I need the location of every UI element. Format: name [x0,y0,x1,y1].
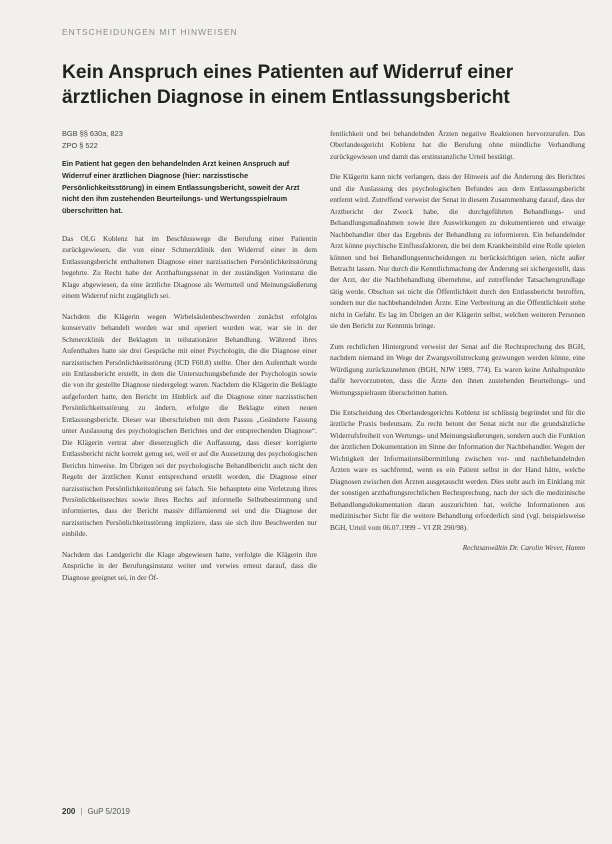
body-paragraph: fentlichkeit und bei behandelnden Ärzten negative Reaktionen hervorzurufen. Das Oberlandesgericht Koblenz hat die Berufung ohne mündliche Verhandlung zurückgewiesen und damit das erstinstanzliche Urteil bestätigt. [330,129,585,161]
article-title: Kein Anspruch eines Patienten auf Widerruf einer ärztlichen Diagnose in einem Entlassungsbericht [62,62,514,108]
right-column [330,128,585,553]
body-paragraph: Die Klägerin kann nicht verlangen, dass der Hinweis auf die Änderung des Berichtes und die Auslassung des psychologischen Befundes aus dem Entlassungsbericht entfernt wird. Zutreffend verweist der Senat in diesem Zusammenhang darauf, dass der Arztbericht der Zweck habe, die durchgeführten Behandlungs- und Behandlungsmaßnahmen sowie ihre Auswirkungen zu dokumentieren und etwaige Nachbehandler über das Ergebnis der Behandlung zu informieren. Ein behandelnder Arzt könne psychische Einflussfaktoren, die bei dem Krankheitsbild eine Rolle spielen können und bei Behandlungsentscheidungen zu berücksichtigen seien, nicht außer Betracht lassen. Nur durch die Kenntlichmachung der Änderung sei sichergestellt, dass der Arzt, der die Nachbehandlung übernehme, auf zutreffender Tatsachengrundlage tätig werde. Obschon sei nicht die Öffentlichkeit durch den Entlassbericht betroffen, sondern nur die nachbehandelnden Ärzte. Eine Verbreitung an die Öffentlichkeit stehe nicht in Gefahr. Es lag im Übrigen an der Klägerin selbst, welchen weiteren Personen sie den Bericht zur Kenntnis bringe. [330,172,585,331]
author-signature: Rechtsanwältin Dr. Carolin Wever, Hamm [462,542,585,552]
left-column [62,128,317,592]
section-label: ENTSCHEIDUNGEN MIT HINWEISEN [62,27,238,37]
body-paragraph: Die Entscheidung des Oberlandesgerichts Koblenz ist schlüssig begründet und für die ärztliche Praxis bedeutsam. Zu recht betont der Senat nicht nur die grundsätzliche Widerrufsfreiheit von Wertungs- und Meinungsäußerungen, sondern auch die Funktion der ärztlichen Dokumentation im Sinne der Information der Nachbehandler. Wegen der Wichtigkeit der Informationsübermittlung zwischen vor- und nachbehandelnden Ärzten ware es sachfremd, wenn es ein Patient selbst in der Hand hätte, welche Diagnosen zwischen den Ärzten ausgetauscht werden. Dies steht auch im Einklang mit der sonstigen arzthaftungsrechtlichen Rechtsprechung, nach der sich die medizinische Behandlungsdokumentation daran auszurichten hat, welche Informationen aus medizinischer Sicht für die weitere Behandlung erforderlich sind (vgl. beispielsweise BGH, Urteil vom 06.07.1999 – VI ZR 290/98). [330,407,585,532]
body-paragraph: Zum rechtlichen Hintergrund verweist der Senat auf die Rechtsprechung des BGH, nachdem niemand im Wege der Zwangsvollstreckung gezwungen werden könne, eine Würdigung zurückzunehmen (BGH, NJW 1989, 774). Es waren keine Anhaltspunkte dafür hervorzutreten, dass die Ärzte den ihnen zustehenden Beurteilungs- und Wertungsspielraum überschritten hatten. [330,341,585,397]
body-paragraph: Nachdem das Landgericht die Klage abgewiesen hatte, verfolgte die Klägerin ihre Ansprüche in der Berufungsinstanz weiter und verwies erneut darauf, dass die Diagnose geeignet sei, in der Öf- [62,549,317,582]
body-paragraph: Nachdem die Klägerin wegen Wirbelsäulenbeschwerden zunächst erfolglos konservativ behandelt worden war und operiert wurden war, war sie in der Schmerzklinik der Beklagten in teilstationärer Behandlung. Während ihres Aufenthaltes hatte sie drei Gespräche mit einer Psychologin, die die Diagnose einer narzisstischen Persönlichkeitsstörung (ICD F60.8) stellte. Über den Aufenthalt wurde ein Entlassbericht erstellt, in dem die Untersuchungsbefunde der Psychologin sowie die von ihr gestellte Diagnose niedergelegt waren. Nachdem die Klägerin die Beklagte aufgefordert hatte, den Bericht im Hinblick auf die Diagnose einer narzisstischen Persönlichkeitsstörung zu ändern, erfolgte die Beklagte einen neuen Entlassungsbericht. Dieser war überschrieben mit dem Passus „Geänderte Fassung unter Auslassung des psychologischen Berichtes und der entsprechenden Diagnose“. Die Klägerin vertrat aber dieserzuglich die Auffassung, dass dieser korrigierte Entlassbericht nicht korrekt genug sei, weil er auf die Aussetzung des psychologischen Berichts hinweise. Im Übrigen sei der psychologische Behandlbericht auch nicht den Regeln der ärztlichen Kunst entsprechend erstellt worden, die Diagnose einer narzisstischen Persönlichkeitsstörung sei falsch. Sie behauptete eine Verletzung ihres Persönlichkeitsrechtes sowie ihres Rechts auf informelle Selbstbestimmung und informiertes, dass der Bericht massiv diffamierend sei und die Diagnose der narzisstischen Persönlichkeitsstörung impliziere, dass sie sich ihre Beschwerden nur einbilde. [62,311,317,539]
page-number: 200 [62,807,76,816]
journal-issue: GuP 5/2019 [87,807,130,816]
body-paragraph: Das OLG Koblenz hat im Beschlusswege die Berufung einer Patientin zurückgewiesen, die von einer Schmerzklinik den Widerruf einer in dem Entlassungsbericht enthaltenen Diagnose einer narzisstischen Persönlichkeitsstörung begehrte. Zu Recht habe der Arzthaftungssenat in der zuständigen Vorinstanz die Klage abgewiesen, da eine ärztliche Diagnose als Werturteil und Meinungsäußerung einem Widerruf nicht zugänglich sei. [62,233,317,301]
law-reference: BGB §§ 630a, 823 [62,129,123,138]
footer-separator: | [80,807,83,816]
law-reference: ZPO § 522 [62,140,98,150]
lead-paragraph: Ein Patient hat gegen den behandelnden Arzt keinen Anspruch auf Widerruf einer ärztlichen Diagnose (hier: narzisstische Persönlichkeitsstörung) in einem Entlassungsbericht, soweit der Arzt nicht den ihm zustehenden Beurteilungs- und Wertungsspielraum überschritten hat. [62,159,300,216]
page-footer [62,807,130,816]
